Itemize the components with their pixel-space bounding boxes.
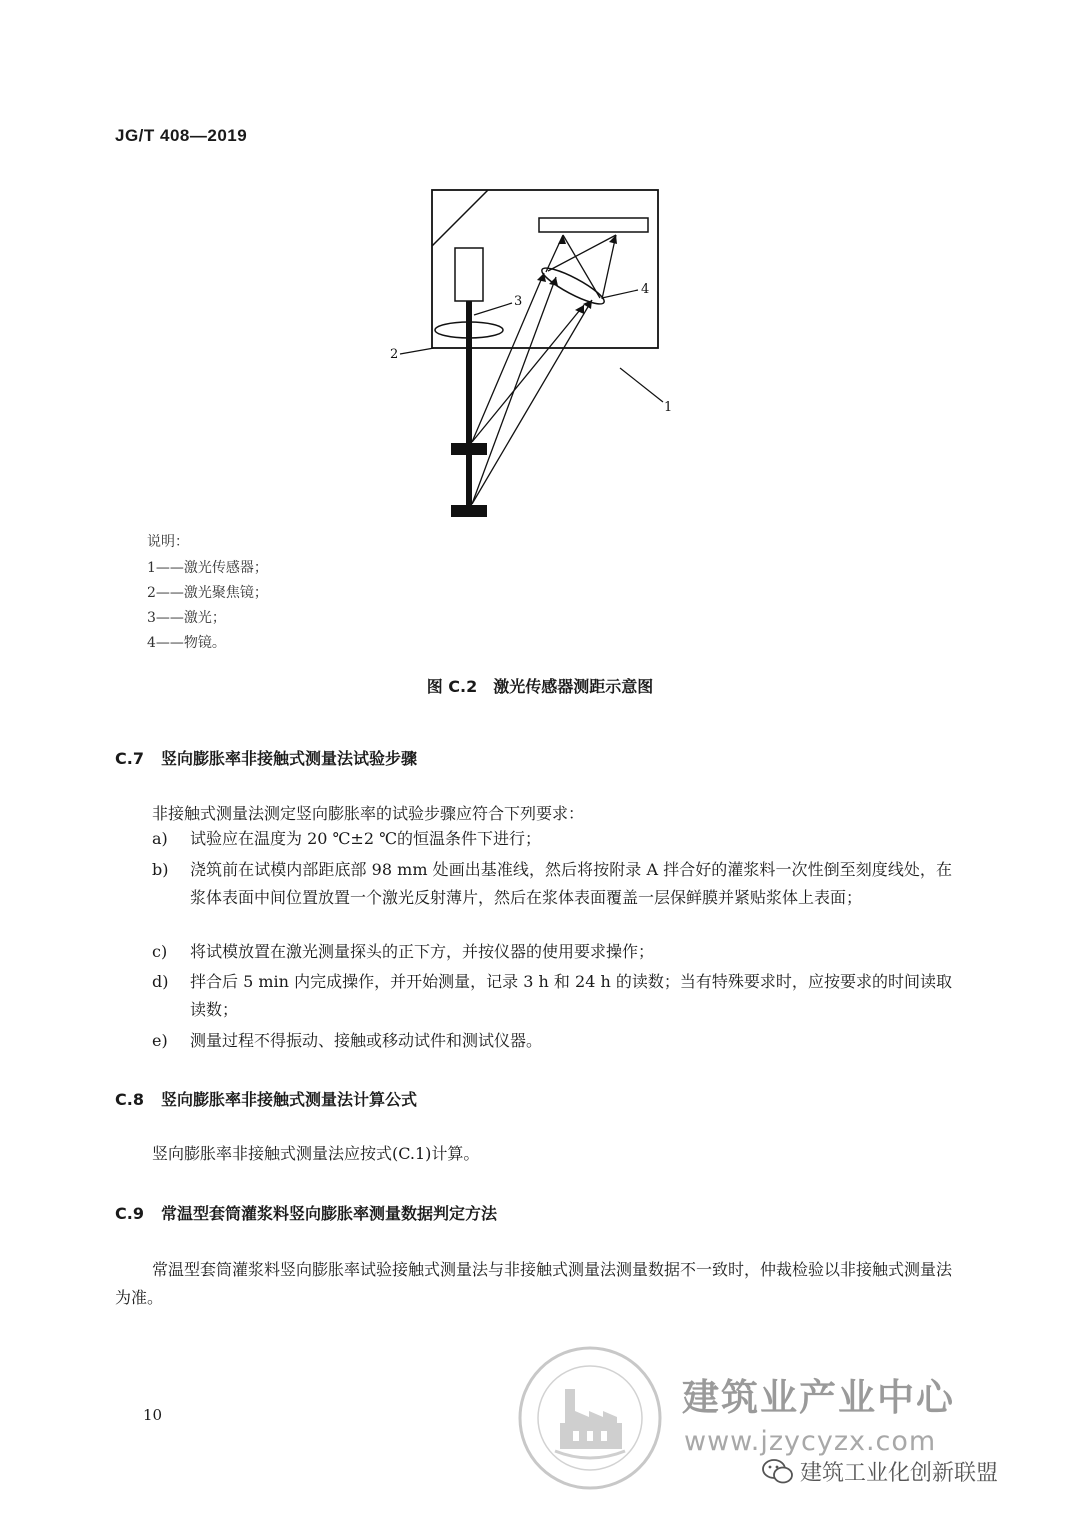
- list-item-text: 拌合后 5 min 内完成操作，并开始测量，记录 3 h 和 24 h 的读数；当有特殊要求时，应按要求的时间读取读数；: [190, 972, 952, 1019]
- list-item: [152, 825, 952, 853]
- section-number: C.9: [115, 1204, 144, 1223]
- page-number: 10: [143, 1406, 163, 1424]
- housing-corner-mark: [432, 190, 488, 246]
- list-item-text: 将试模放置在激光测量探头的正下方，并按仪器的使用要求操作；: [190, 942, 655, 961]
- laser-beam: [466, 301, 472, 511]
- legend-item: 4——物镜。: [147, 635, 226, 651]
- laser-sensor-diagram: [380, 180, 710, 525]
- list-item-text: 试验应在温度为 20 ℃±2 ℃的恒温条件下进行；: [190, 829, 542, 848]
- wechat-account-name: 建筑工业化创新联盟: [800, 1461, 999, 1486]
- watermark-seal: [515, 1343, 665, 1493]
- legend-item: 2——激光聚焦镜；: [147, 585, 268, 601]
- section-number: C.8: [115, 1090, 144, 1109]
- watermark-title: 建筑业产业中心: [682, 1376, 955, 1419]
- list-item: [152, 1027, 952, 1055]
- section-heading-c9: [115, 1201, 497, 1224]
- figure-caption: 图 C.2 激光传感器测距示意图: [426, 677, 654, 696]
- legend-item: 3——激光；: [147, 610, 226, 626]
- legend-item: 1——激光传感器；: [147, 560, 268, 576]
- sensor-housing: [432, 190, 658, 348]
- section-heading-c8: [115, 1087, 417, 1110]
- section-title: 竖向膨胀率非接触式测量法计算公式: [161, 1090, 418, 1109]
- section-heading-c7: [115, 746, 417, 769]
- callout-leaders: [400, 290, 663, 402]
- callout-3: 3: [514, 294, 523, 309]
- section-number: C.7: [115, 749, 144, 768]
- section-body: 竖向膨胀率非接触式测量法应按式(C.1)计算。: [152, 1144, 480, 1163]
- list-item: [152, 968, 952, 1024]
- watermark-url: www.jzycyzx.com: [684, 1426, 937, 1457]
- wechat-icon: [762, 1458, 794, 1486]
- objective-lens: [538, 263, 607, 310]
- standard-code: JG/T 408—2019: [115, 126, 248, 145]
- list-item-text: 测量过程不得振动、接触或移动试件和测试仪器。: [190, 1031, 543, 1050]
- list-item-label: c): [152, 942, 168, 961]
- laser-emitter: [455, 248, 483, 301]
- list-item-text: 浇筑前在试模内部距底部 98 mm 处画出基准线，然后将按附录 A 拌合好的灌浆料一次性倒至刻度线处，在浆体表面中间位置放置一个激光反射薄片，然后在浆体表面覆盖一层保鲜膜并紧贴浆体上表面；: [190, 860, 952, 907]
- section-title: 竖向膨胀率非接触式测量法试验步骤: [161, 749, 418, 768]
- callout-4: 4: [641, 282, 650, 297]
- upper-target: [451, 443, 487, 455]
- list-item-label: a): [152, 829, 168, 848]
- list-item-label: e): [152, 1031, 168, 1050]
- section-intro: 非接触式测量法测定竖向膨胀率的试验步骤应符合下列要求：: [152, 804, 585, 823]
- list-item: [152, 856, 952, 912]
- lower-target: [451, 505, 487, 517]
- seal-ring-text: [520, 1343, 521, 1344]
- list-item-label: b): [152, 860, 169, 879]
- section-title: 常温型套筒灌浆料竖向膨胀率测量数据判定方法: [161, 1204, 498, 1223]
- seal-ring-text-en: [522, 1343, 523, 1344]
- list-item: [152, 938, 952, 966]
- ray-arrowheads: [537, 235, 617, 314]
- callout-1: 1: [664, 400, 673, 415]
- legend-title: 说明：: [147, 534, 189, 550]
- receiver-plate: [539, 218, 648, 232]
- list-item-label: d): [152, 972, 169, 991]
- callout-2: 2: [390, 347, 399, 362]
- section-body: 常温型套筒灌浆料竖向膨胀率试验接触式测量法与非接触式测量法测量数据不一致时，仲裁检验以非接触式测量法为准。: [115, 1260, 953, 1307]
